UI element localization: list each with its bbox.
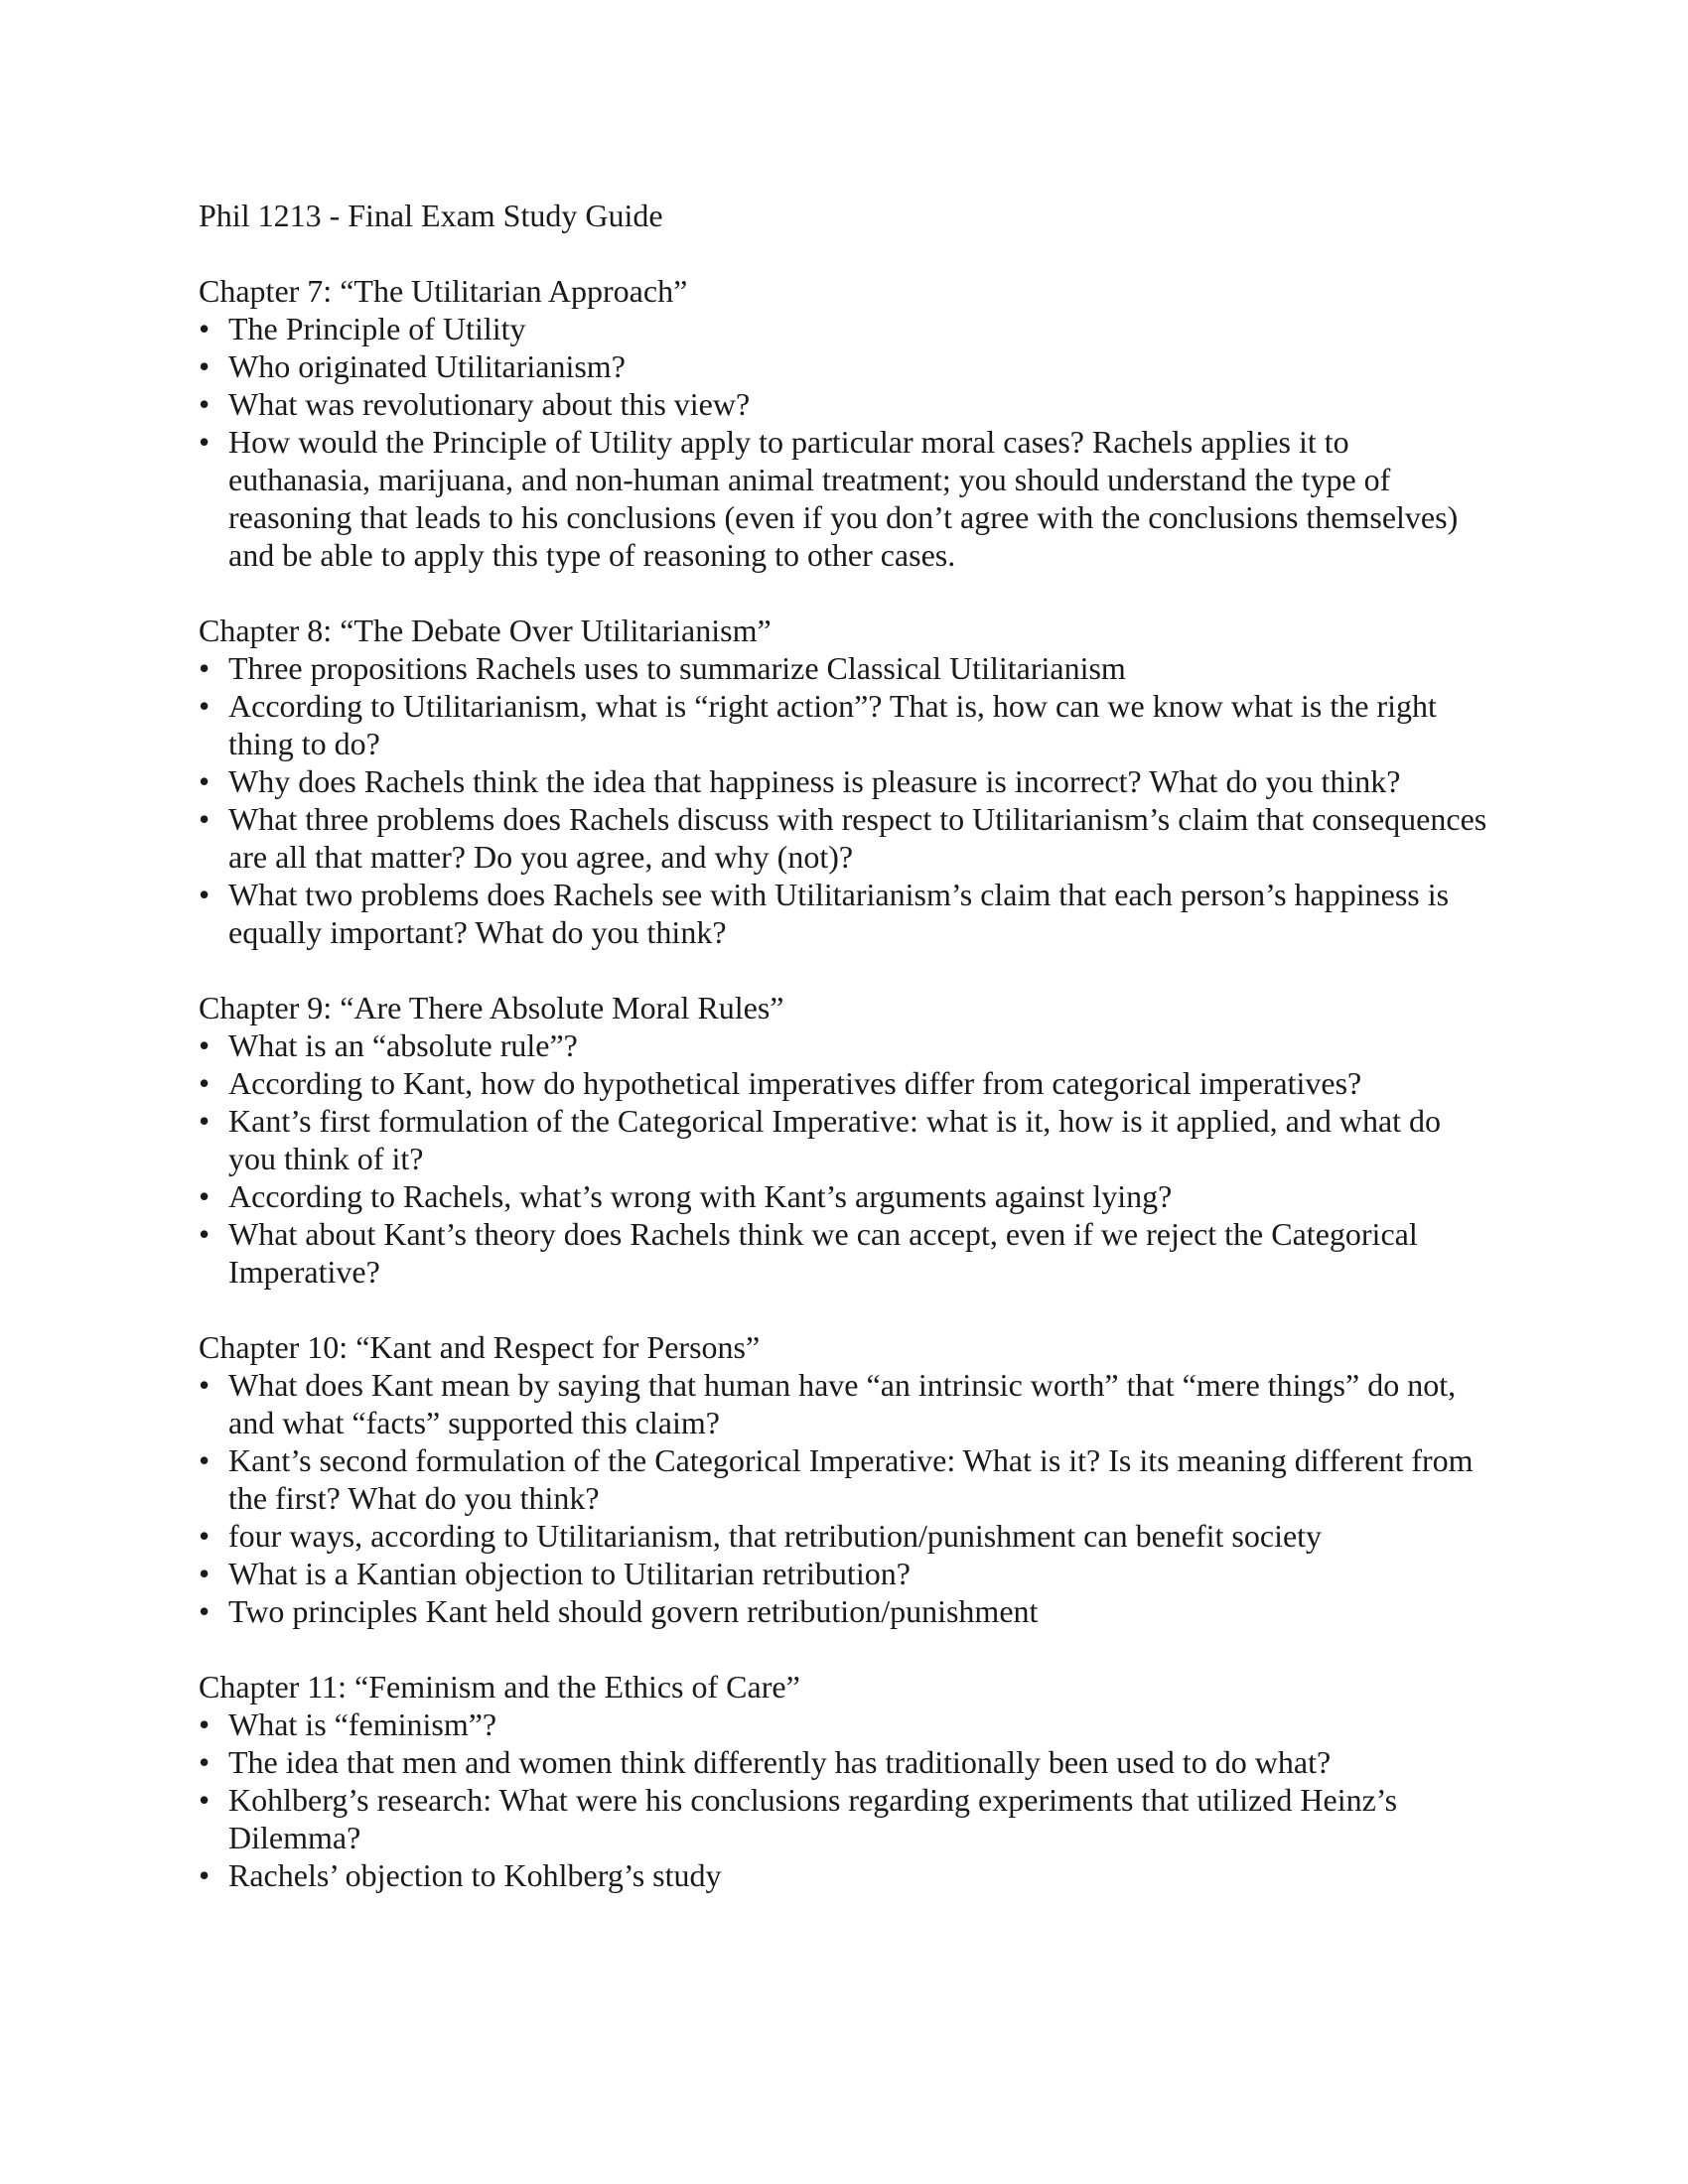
bullet-icon: • <box>199 1103 211 1139</box>
list-item-text: What three problems does Rachels discuss with respect to Utilitarianism’s claim that consequences are all that matter? Do you agree, and why (not)? <box>228 801 1487 875</box>
list-item-text: Kant’s second formulation of the Categorical Imperative: What is it? Is its meaning different from the first? What do you think? <box>228 1442 1474 1516</box>
bullet-icon: • <box>199 1065 211 1101</box>
chapter-section <box>199 989 1489 1291</box>
bullet-icon: • <box>199 1442 211 1478</box>
bullet-icon: • <box>199 1367 211 1403</box>
list-item-text: What two problems does Rachels see with Utilitarianism’s claim that each person’s happiness is equally important? What do you think? <box>228 877 1450 950</box>
list-item <box>199 385 1489 423</box>
list-item <box>199 649 1489 687</box>
bullet-icon: • <box>199 1857 211 1893</box>
bullet-icon: • <box>199 311 211 346</box>
bullet-icon: • <box>199 650 211 686</box>
list-item <box>199 423 1489 574</box>
list-item-text: What does Kant mean by saying that human have “an intrinsic worth” that “mere things” do not, and what “facts” supported this claim? <box>228 1367 1457 1440</box>
list-item <box>199 1177 1489 1215</box>
bullet-icon: • <box>199 348 211 384</box>
bullet-icon: • <box>199 1782 211 1818</box>
list-item <box>199 762 1489 800</box>
list-item-text: According to Utilitarianism, what is “right action”? That is, how can we know what is the right thing to do? <box>228 688 1437 761</box>
list-item <box>199 687 1489 762</box>
list-item-text: What was revolutionary about this view? <box>228 386 751 422</box>
list-item <box>199 1555 1489 1592</box>
chapter-heading: Chapter 8: “The Debate Over Utilitarianism” <box>199 613 772 648</box>
list-item <box>199 1706 1489 1743</box>
bullet-icon: • <box>199 688 211 724</box>
chapter-section <box>199 1668 1489 1894</box>
list-item-text: Two principles Kant held should govern retribution/punishment <box>228 1593 1039 1629</box>
list-item-text: Kohlberg’s research: What were his conclusions regarding experiments that utilized Heinz’s Dilemma? <box>228 1782 1398 1855</box>
bullet-icon: • <box>199 1027 211 1063</box>
bullet-icon: • <box>199 1556 211 1591</box>
list-item <box>199 1743 1489 1781</box>
document-title: Phil 1213 - Final Exam Study Guide <box>199 198 663 233</box>
list-item-text: The Principle of Utility <box>228 311 526 346</box>
list-item <box>199 1517 1489 1555</box>
list-item <box>199 1102 1489 1177</box>
bullet-icon: • <box>199 424 211 460</box>
list-item <box>199 1441 1489 1517</box>
list-item <box>199 1064 1489 1102</box>
list-item-text: Rachels’ objection to Kohlberg’s study <box>228 1857 722 1893</box>
list-item <box>199 1856 1489 1894</box>
study-guide-sections <box>199 272 1489 1894</box>
list-item-text: How would the Principle of Utility apply to particular moral cases? Rachels applies it to euthanasia, marijuana, and non-human animal treatment; you should understand the type of reasoning that leads to his conclusions (even if you don’t agree with the conclusions themselves) and be able to apply this type of reasoning to other cases. <box>228 424 1459 573</box>
bullet-icon: • <box>199 877 211 912</box>
list-item-text: What is “feminism”? <box>228 1706 497 1742</box>
list-item-text: four ways, according to Utilitarianism, that retribution/punishment can benefit society <box>228 1518 1323 1554</box>
bullet-icon: • <box>199 801 211 837</box>
bullet-icon: • <box>199 1178 211 1214</box>
chapter-section <box>199 612 1489 951</box>
list-item <box>199 347 1489 385</box>
document-body <box>199 197 1489 1932</box>
question-list <box>199 649 1489 951</box>
list-item-text: According to Kant, how do hypothetical imperatives differ from categorical imperatives? <box>228 1065 1362 1101</box>
chapter-heading: Chapter 7: “The Utilitarian Approach” <box>199 273 688 309</box>
list-item-text: What is an “absolute rule”? <box>228 1027 578 1063</box>
bullet-icon: • <box>199 1518 211 1554</box>
list-item-text: What is a Kantian objection to Utilitarian retribution? <box>228 1556 911 1591</box>
chapter-section <box>199 1328 1489 1630</box>
list-item <box>199 1366 1489 1441</box>
list-item <box>199 310 1489 347</box>
bullet-icon: • <box>199 763 211 799</box>
list-item-text: According to Rachels, what’s wrong with Kant’s arguments against lying? <box>228 1178 1173 1214</box>
question-list <box>199 1366 1489 1630</box>
list-item <box>199 1026 1489 1064</box>
bullet-icon: • <box>199 1593 211 1629</box>
chapter-heading: Chapter 9: “Are There Absolute Moral Rules” <box>199 990 784 1025</box>
list-item <box>199 876 1489 951</box>
list-item-text: Three propositions Rachels uses to summarize Classical Utilitarianism <box>228 650 1126 686</box>
list-item <box>199 800 1489 876</box>
question-list <box>199 310 1489 574</box>
list-item-text: Kant’s first formulation of the Categorical Imperative: what is it, how is it applied, and what do you think of it? <box>228 1103 1442 1176</box>
list-item <box>199 1781 1489 1856</box>
list-item-text: The idea that men and women think differently has traditionally been used to do what? <box>228 1744 1332 1780</box>
bullet-icon: • <box>199 386 211 422</box>
list-item-text: Who originated Utilitarianism? <box>228 348 626 384</box>
question-list <box>199 1706 1489 1894</box>
chapter-heading: Chapter 11: “Feminism and the Ethics of Care” <box>199 1669 800 1705</box>
chapter-heading: Chapter 10: “Kant and Respect for Persons” <box>199 1329 761 1365</box>
list-item <box>199 1215 1489 1291</box>
list-item-text: What about Kant’s theory does Rachels think we can accept, even if we reject the Categorical Imperative? <box>228 1216 1418 1290</box>
question-list <box>199 1026 1489 1291</box>
bullet-icon: • <box>199 1744 211 1780</box>
bullet-icon: • <box>199 1216 211 1252</box>
list-item <box>199 1592 1489 1630</box>
bullet-icon: • <box>199 1706 211 1742</box>
list-item-text: Why does Rachels think the idea that happiness is pleasure is incorrect? What do you think? <box>228 763 1401 799</box>
chapter-section <box>199 272 1489 574</box>
